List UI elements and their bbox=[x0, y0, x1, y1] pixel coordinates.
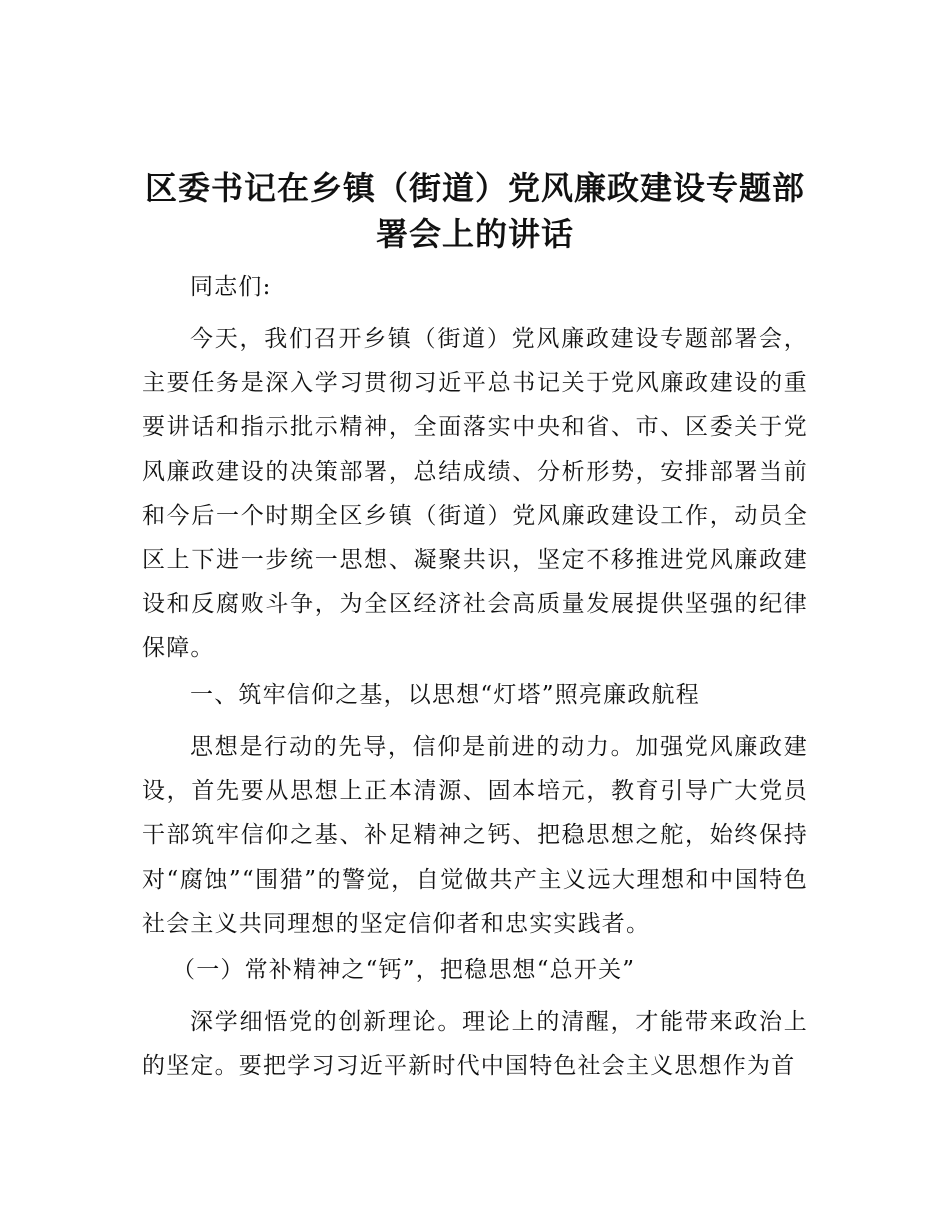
subsection-1-1-paragraph: 深学细悟党的创新理论。理论上的清醒，才能带来政治上的坚定。要把学习习近平新时代中国特色社会主义思想作为首 bbox=[142, 1009, 808, 1080]
document-title: 区委书记在乡镇（街道）党风廉政建设专题部署会上的讲话 bbox=[144, 169, 805, 253]
subsection-heading-1-1: （一）常补精神之“钙”，把稳思想“总开关” bbox=[172, 957, 636, 983]
section-heading-1: 一、筑牢信仰之基，以思想“灯塔”照亮廉政航程 bbox=[190, 682, 700, 708]
intro-paragraph: 今天，我们召开乡镇（街道）党风廉政建设专题部署会，主要任务是深入学习贯彻习近平总书记关于党风廉政建设的重要讲话和指示批示精神，全面落实中央和省、市、区委关于党风廉政建设的决策部署，总结成绩、分析形势，安排部署当前和今后一个时期全区乡镇（街道）党风廉政建设工作，动员全区上下进一步统一思想、凝聚共识，坚定不移推进党风廉政建设和反腐败斗争，为全区经济社会高质量发展提供坚强的纪律保障。 bbox=[142, 326, 808, 662]
section-1-paragraph: 思想是行动的先导，信仰是前进的动力。加强党风廉政建设，首先要从思想上正本清源、固本培元，教育引导广大党员干部筑牢信仰之基、补足精神之钙、把稳思想之舵，始终保持对“腐蚀”“围猎”的警觉，自觉做共产主义远大理想和中国特色社会主义共同理想的坚定信仰者和忠实实践者。 bbox=[142, 734, 808, 937]
greeting: 同志们: bbox=[190, 274, 272, 300]
